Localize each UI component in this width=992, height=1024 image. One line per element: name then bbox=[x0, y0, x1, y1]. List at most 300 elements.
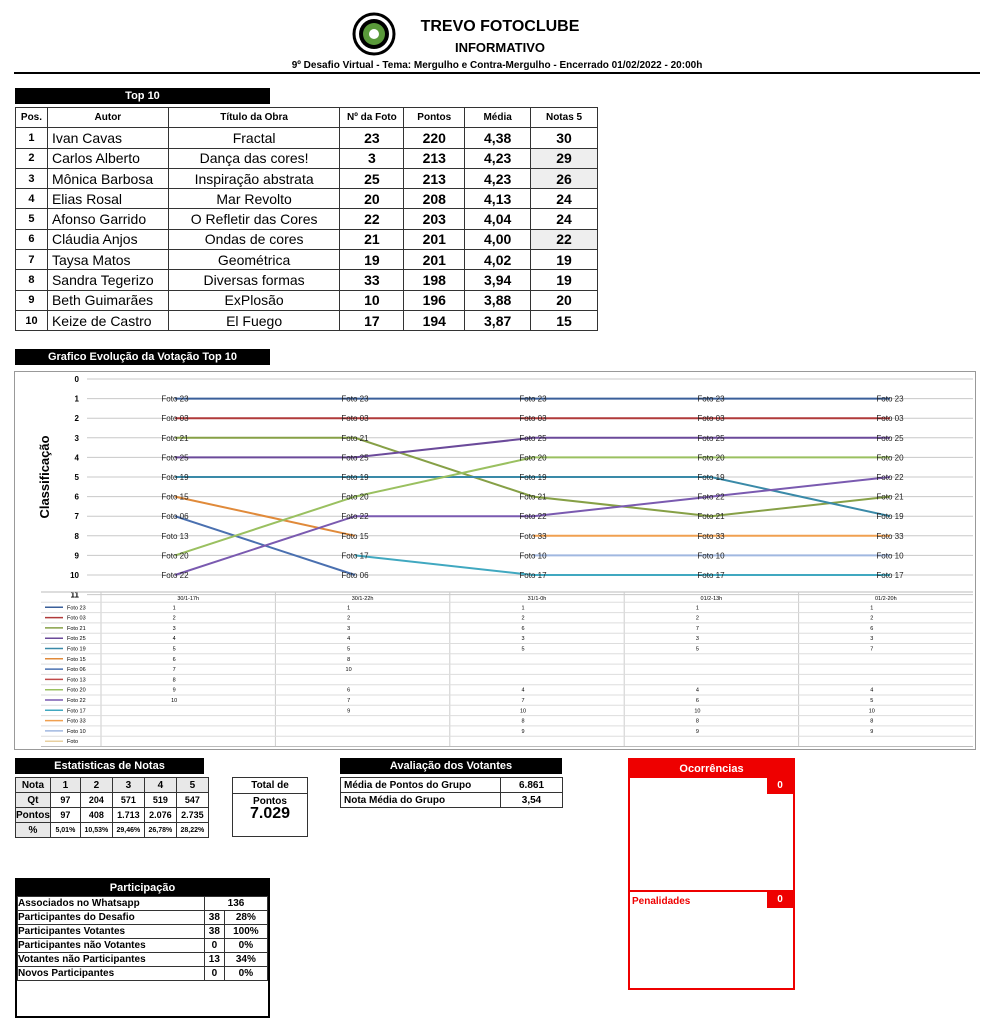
data-cell: 1 bbox=[172, 605, 176, 612]
legend-label: Foto 20 bbox=[67, 687, 86, 694]
point-label: Foto 20 bbox=[161, 551, 189, 561]
data-cell: 2 bbox=[870, 615, 874, 622]
pos-cell: 8 bbox=[16, 270, 48, 290]
data-cell: 2 bbox=[521, 615, 525, 622]
point-label: Foto 21 bbox=[697, 512, 725, 522]
x-tick-label: 01/2-20h bbox=[874, 596, 897, 602]
y-tick-label: 9 bbox=[74, 551, 79, 561]
photo-number-cell: 3 bbox=[340, 148, 404, 168]
point-label: Foto 22 bbox=[876, 473, 904, 482]
report-subtitle: INFORMATIVO bbox=[454, 40, 546, 55]
stats-cell: 28,22% bbox=[176, 823, 208, 838]
legend-label: Foto 17 bbox=[67, 708, 86, 715]
point-label: Foto 19 bbox=[161, 473, 189, 482]
x-tick-label: 30/1-17h bbox=[177, 596, 200, 602]
pos-cell: 7 bbox=[16, 250, 48, 270]
ranking-chart bbox=[14, 371, 976, 750]
data-cell: 1 bbox=[870, 605, 874, 612]
participation-count: 13 bbox=[205, 953, 225, 967]
x-tick-label: 30/1-22h bbox=[351, 596, 374, 602]
average-cell: 3,87 bbox=[465, 310, 531, 330]
stats-cell: 2.735 bbox=[176, 808, 208, 823]
data-cell: 6 bbox=[347, 687, 351, 694]
point-label: Foto 23 bbox=[876, 394, 904, 404]
average-cell: 4,02 bbox=[465, 250, 531, 270]
point-label: Foto 23 bbox=[519, 394, 547, 404]
point-label: Foto 23 bbox=[161, 394, 189, 404]
points-cell: 201 bbox=[404, 229, 465, 249]
photo-number-cell: 20 bbox=[340, 189, 404, 209]
y-tick-label: 7 bbox=[74, 512, 79, 522]
fives-cell: 19 bbox=[531, 270, 598, 290]
data-cell: 9 bbox=[347, 708, 351, 715]
data-cell: 4 bbox=[172, 636, 176, 643]
legend-label: Foto 21 bbox=[67, 625, 86, 632]
fives-cell: 26 bbox=[531, 168, 598, 188]
stats-cell: 408 bbox=[80, 808, 112, 823]
legend-label: Foto 33 bbox=[67, 718, 86, 725]
point-label: Foto 25 bbox=[519, 433, 547, 443]
photo-number-cell: 21 bbox=[340, 229, 404, 249]
photo-number-cell: 17 bbox=[340, 310, 404, 330]
fives-cell: 15 bbox=[531, 310, 598, 330]
stats-row-label: % bbox=[16, 823, 51, 838]
data-cell: 8 bbox=[347, 656, 351, 663]
participation-count: 0 bbox=[205, 967, 225, 981]
pos-cell: 5 bbox=[16, 209, 48, 229]
points-cell: 194 bbox=[404, 310, 465, 330]
points-cell: 201 bbox=[404, 250, 465, 270]
stats-cell: 97 bbox=[50, 793, 80, 808]
point-label: Foto 22 bbox=[697, 492, 725, 502]
data-cell: 7 bbox=[870, 646, 874, 653]
points-cell: 213 bbox=[404, 168, 465, 188]
data-cell: 6 bbox=[521, 625, 525, 632]
x-tick-label: 01/2-13h bbox=[700, 596, 723, 602]
point-label: Foto 21 bbox=[341, 433, 369, 443]
point-label: Foto 15 bbox=[341, 531, 369, 541]
data-cell: 3 bbox=[521, 636, 525, 643]
participation-label: Novos Participantes bbox=[18, 967, 205, 981]
data-cell: 2 bbox=[347, 615, 351, 622]
votantes-row bbox=[341, 778, 563, 793]
fives-cell: 22 bbox=[531, 229, 598, 249]
pos-cell: 3 bbox=[16, 168, 48, 188]
work-title-cell: Geométrica bbox=[168, 250, 340, 270]
participation-row bbox=[18, 967, 268, 981]
point-label: Foto 21 bbox=[519, 492, 547, 502]
data-cell: 4 bbox=[695, 687, 699, 694]
stats-h5: 5 bbox=[176, 778, 208, 793]
point-label: Foto 17 bbox=[697, 571, 725, 580]
stats-h4: 4 bbox=[144, 778, 176, 793]
average-cell: 4,00 bbox=[465, 229, 531, 249]
col-autor: Autor bbox=[47, 108, 168, 128]
work-title-cell: Fractal bbox=[168, 128, 340, 148]
x-tick-label: 31/1-0h bbox=[527, 596, 547, 602]
participation-label: Participantes não Votantes bbox=[18, 939, 205, 953]
point-label: Foto 25 bbox=[876, 433, 904, 443]
point-label: Foto 21 bbox=[161, 433, 189, 443]
col-pontos: Pontos bbox=[404, 108, 465, 128]
stats-cell: 97 bbox=[50, 808, 80, 823]
pos-cell: 9 bbox=[16, 290, 48, 310]
point-label: Foto 33 bbox=[519, 531, 547, 541]
work-title-cell: Inspiração abstrata bbox=[168, 168, 340, 188]
author-cell: Mônica Barbosa bbox=[47, 168, 168, 188]
participation-percent: 100% bbox=[224, 925, 267, 939]
author-cell: Elias Rosal bbox=[47, 189, 168, 209]
top10-row bbox=[16, 290, 598, 310]
club-title: TREVO FOTOCLUBE bbox=[420, 18, 580, 35]
photo-number-cell: 23 bbox=[340, 128, 404, 148]
point-label: Foto 22 bbox=[519, 512, 547, 522]
top10-row bbox=[16, 229, 598, 249]
legend-label: Foto 15 bbox=[67, 656, 86, 663]
votantes-title: Avaliação dos Votantes bbox=[340, 758, 562, 774]
points-cell: 208 bbox=[404, 189, 465, 209]
data-cell: 9 bbox=[870, 728, 874, 735]
stats-h1: 1 bbox=[50, 778, 80, 793]
stats-cell: 1.713 bbox=[112, 808, 144, 823]
fives-cell: 24 bbox=[531, 189, 598, 209]
legend-label: Foto 22 bbox=[67, 698, 86, 704]
stats-row-label: Pontos bbox=[16, 809, 50, 821]
author-cell: Beth Guimarães bbox=[47, 290, 168, 310]
participation-percent: 34% bbox=[224, 953, 267, 967]
stats-h2: 2 bbox=[80, 778, 112, 793]
data-cell: 1 bbox=[695, 605, 699, 612]
top10-table bbox=[15, 107, 598, 331]
stats-cell: 10,53% bbox=[80, 823, 112, 838]
average-cell: 4,38 bbox=[465, 128, 531, 148]
legend-label: Foto bbox=[67, 739, 79, 746]
data-cell: 4 bbox=[870, 687, 874, 694]
stats-row-label: Qt bbox=[16, 793, 51, 808]
total-points-label: Total de Pontos bbox=[233, 778, 307, 794]
penalties-count: 0 bbox=[767, 892, 793, 908]
data-cell: 4 bbox=[347, 636, 351, 643]
ranking-chart-svg bbox=[15, 372, 975, 749]
total-points-box bbox=[232, 777, 308, 837]
votantes-value: 6.861 bbox=[501, 778, 563, 793]
photo-number-cell: 19 bbox=[340, 250, 404, 270]
point-label: Foto 22 bbox=[161, 571, 189, 580]
point-label: Foto 23 bbox=[341, 394, 369, 404]
data-cell: 3 bbox=[870, 636, 874, 643]
legend-label: Foto 03 bbox=[67, 615, 86, 622]
participation-count: 0 bbox=[205, 939, 225, 953]
data-cell: 5 bbox=[347, 646, 351, 653]
work-title-cell: ExPlosão bbox=[168, 290, 340, 310]
point-label: Foto 06 bbox=[341, 571, 369, 580]
point-label: Foto 06 bbox=[161, 512, 189, 522]
work-title-cell: Ondas de cores bbox=[168, 229, 340, 249]
top10-row bbox=[16, 270, 598, 290]
votantes-value: 3,54 bbox=[501, 793, 563, 808]
top10-row bbox=[16, 148, 598, 168]
stats-h0: Nota bbox=[16, 778, 51, 793]
pos-cell: 10 bbox=[16, 310, 48, 330]
stats-cell: 204 bbox=[80, 793, 112, 808]
work-title-cell: O Refletir das Cores bbox=[168, 209, 340, 229]
point-label: Foto 10 bbox=[697, 551, 725, 561]
point-label: Foto 10 bbox=[519, 551, 547, 561]
data-cell: 5 bbox=[695, 646, 699, 653]
data-cell: 6 bbox=[870, 625, 874, 632]
point-label: Foto 20 bbox=[697, 453, 725, 463]
y-tick-label: 1 bbox=[74, 394, 79, 404]
occurrences-count: 0 bbox=[767, 778, 793, 794]
votantes-label: Nota Média do Grupo bbox=[341, 793, 501, 808]
occurrences-panel bbox=[628, 758, 795, 990]
participation-table bbox=[17, 896, 268, 981]
data-cell: 3 bbox=[172, 625, 176, 632]
points-cell: 196 bbox=[404, 290, 465, 310]
y-tick-label: 4 bbox=[74, 453, 79, 463]
stats-h3: 3 bbox=[112, 778, 144, 793]
data-cell: 3 bbox=[695, 636, 699, 643]
data-cell: 1 bbox=[347, 605, 351, 612]
fives-cell: 29 bbox=[531, 148, 598, 168]
point-label: Foto 03 bbox=[697, 414, 725, 424]
points-cell: 220 bbox=[404, 128, 465, 148]
point-label: Foto 21 bbox=[876, 492, 904, 502]
participation-row bbox=[18, 939, 268, 953]
participation-percent: 28% bbox=[224, 911, 267, 925]
points-cell: 198 bbox=[404, 270, 465, 290]
participation-row bbox=[18, 925, 268, 939]
stats-row bbox=[16, 793, 209, 808]
total-points-value: 7.029 bbox=[249, 805, 291, 822]
data-cell: 7 bbox=[172, 667, 176, 674]
author-cell: Cláudia Anjos bbox=[47, 229, 168, 249]
top10-header-row bbox=[16, 108, 598, 128]
photo-number-cell: 22 bbox=[340, 209, 404, 229]
y-tick-label: 6 bbox=[74, 492, 79, 502]
stats-cell: 26,78% bbox=[144, 823, 176, 838]
data-cell: 5 bbox=[870, 698, 874, 704]
point-label: Foto 03 bbox=[341, 414, 369, 424]
data-cell: 8 bbox=[870, 718, 874, 725]
participation-row bbox=[18, 911, 268, 925]
average-cell: 4,13 bbox=[465, 189, 531, 209]
photo-number-cell: 25 bbox=[340, 168, 404, 188]
data-cell: 8 bbox=[172, 677, 176, 684]
col-foto: Nº da Foto bbox=[340, 108, 404, 128]
points-cell: 203 bbox=[404, 209, 465, 229]
point-label: Foto 20 bbox=[519, 453, 547, 463]
data-cell: 9 bbox=[521, 728, 525, 735]
point-label: Foto 19 bbox=[876, 512, 904, 522]
author-cell: Sandra Tegerizo bbox=[47, 270, 168, 290]
point-label: Foto 33 bbox=[876, 531, 904, 541]
stats-header-row bbox=[16, 778, 209, 793]
chart-section-title: Grafico Evolução da Votação Top 10 bbox=[15, 349, 270, 365]
data-cell: 10 bbox=[171, 698, 178, 704]
data-cell: 7 bbox=[521, 698, 525, 704]
data-cell: 10 bbox=[694, 708, 701, 715]
data-cell: 6 bbox=[172, 656, 176, 663]
participation-label: Participantes do Desafio bbox=[18, 911, 205, 925]
author-cell: Ivan Cavas bbox=[47, 128, 168, 148]
average-cell: 4,04 bbox=[465, 209, 531, 229]
top10-row bbox=[16, 128, 598, 148]
stats-cell: 571 bbox=[112, 793, 144, 808]
point-label: Foto 25 bbox=[697, 433, 725, 443]
point-label: Foto 17 bbox=[519, 571, 547, 580]
point-label: Foto 13 bbox=[161, 531, 189, 541]
participation-row bbox=[18, 897, 268, 911]
stats-cell: 2.076 bbox=[144, 808, 176, 823]
work-title-cell: Mar Revolto bbox=[168, 189, 340, 209]
data-cell: 10 bbox=[345, 667, 352, 674]
data-cell: 4 bbox=[521, 687, 525, 694]
data-cell: 1 bbox=[521, 605, 525, 612]
participation-count: 38 bbox=[205, 925, 225, 939]
stats-row bbox=[16, 808, 209, 823]
work-title-cell: Diversas formas bbox=[168, 270, 340, 290]
legend-label: Foto 13 bbox=[67, 677, 86, 684]
col-notas5: Notas 5 bbox=[531, 108, 598, 128]
y-axis-label: Classificação bbox=[37, 435, 52, 519]
col-media: Média bbox=[465, 108, 531, 128]
data-cell: 7 bbox=[347, 698, 351, 704]
participation-label: Votantes não Participantes bbox=[18, 953, 205, 967]
data-cell: 8 bbox=[521, 718, 525, 725]
participation-row bbox=[18, 953, 268, 967]
average-cell: 4,23 bbox=[465, 148, 531, 168]
participation-title: Participação bbox=[17, 880, 268, 896]
top10-row bbox=[16, 209, 598, 229]
legend-label: Foto 23 bbox=[67, 605, 86, 612]
data-cell: 2 bbox=[172, 615, 176, 622]
point-label: Foto 03 bbox=[876, 414, 904, 424]
data-cell: 7 bbox=[695, 625, 699, 632]
participation-label: Participantes Votantes bbox=[18, 925, 205, 939]
participation-percent: 0% bbox=[224, 967, 267, 981]
data-cell: 10 bbox=[868, 708, 875, 715]
participation-count: 38 bbox=[205, 911, 225, 925]
average-cell: 4,23 bbox=[465, 168, 531, 188]
fives-cell: 30 bbox=[531, 128, 598, 148]
author-cell: Keize de Castro bbox=[47, 310, 168, 330]
legend-label: Foto 25 bbox=[67, 636, 86, 643]
votantes-table bbox=[340, 777, 563, 808]
y-tick-label: 3 bbox=[74, 433, 79, 443]
work-title-cell: Dança das cores! bbox=[168, 148, 340, 168]
pos-cell: 2 bbox=[16, 148, 48, 168]
participation-percent: 0% bbox=[224, 939, 267, 953]
data-cell: 5 bbox=[172, 646, 176, 653]
fives-cell: 20 bbox=[531, 290, 598, 310]
fives-cell: 19 bbox=[531, 250, 598, 270]
stats-cell: 547 bbox=[176, 793, 208, 808]
pos-cell: 1 bbox=[16, 128, 48, 148]
data-cell: 3 bbox=[347, 625, 351, 632]
y-tick-label: 11 bbox=[70, 590, 79, 600]
y-tick-label: 8 bbox=[74, 531, 79, 541]
point-label: Foto 19 bbox=[697, 473, 725, 482]
data-cell: 6 bbox=[695, 698, 699, 704]
point-label: Foto 10 bbox=[876, 551, 904, 561]
penalties-label: Penalidades bbox=[632, 896, 691, 907]
stats-cell: 5,01% bbox=[50, 823, 80, 838]
point-label: Foto 03 bbox=[519, 414, 547, 424]
author-cell: Carlos Alberto bbox=[47, 148, 168, 168]
average-cell: 3,88 bbox=[465, 290, 531, 310]
point-label: Foto 17 bbox=[876, 571, 904, 580]
photo-number-cell: 10 bbox=[340, 290, 404, 310]
point-label: Foto 20 bbox=[341, 492, 369, 502]
point-label: Foto 19 bbox=[519, 473, 547, 482]
series-line bbox=[355, 555, 890, 575]
col-pos: Pos. bbox=[16, 108, 48, 128]
legend-label: Foto 19 bbox=[67, 646, 86, 653]
data-cell: 2 bbox=[695, 615, 699, 622]
votantes-label: Média de Pontos do Grupo bbox=[341, 778, 501, 793]
author-cell: Afonso Garrido bbox=[47, 209, 168, 229]
legend-label: Foto 06 bbox=[67, 667, 86, 674]
fives-cell: 24 bbox=[531, 209, 598, 229]
point-label: Foto 19 bbox=[341, 473, 369, 482]
top10-row bbox=[16, 189, 598, 209]
points-cell: 213 bbox=[404, 148, 465, 168]
author-cell: Taysa Matos bbox=[47, 250, 168, 270]
work-title-cell: El Fuego bbox=[168, 310, 340, 330]
top10-row bbox=[16, 168, 598, 188]
top10-title: Top 10 bbox=[15, 88, 270, 104]
col-titulo: Título da Obra bbox=[168, 108, 340, 128]
stats-row bbox=[16, 823, 209, 838]
participation-count: 136 bbox=[205, 897, 268, 911]
stats-cell: 29,46% bbox=[112, 823, 144, 838]
stats-title: Estatisticas de Notas bbox=[15, 758, 204, 774]
point-label: Foto 33 bbox=[697, 531, 725, 541]
data-cell: 9 bbox=[695, 728, 699, 735]
data-cell: 8 bbox=[695, 718, 699, 725]
point-label: Foto 20 bbox=[876, 453, 904, 463]
data-cell: 10 bbox=[519, 708, 527, 715]
pos-cell: 6 bbox=[16, 229, 48, 249]
average-cell: 3,94 bbox=[465, 270, 531, 290]
data-cell: 9 bbox=[172, 687, 176, 694]
y-tick-label: 5 bbox=[74, 473, 79, 482]
header-divider bbox=[14, 72, 980, 74]
point-label: Foto 15 bbox=[161, 492, 189, 502]
stats-cell: 519 bbox=[144, 793, 176, 808]
point-label: Foto 25 bbox=[341, 453, 369, 463]
photo-number-cell: 33 bbox=[340, 270, 404, 290]
participation-panel bbox=[15, 878, 270, 1018]
participation-label: Associados no Whatsapp bbox=[18, 897, 205, 911]
legend-label: Foto 10 bbox=[67, 728, 86, 735]
top10-row bbox=[16, 250, 598, 270]
occurrences-title: Ocorrências bbox=[630, 760, 793, 778]
top10-row bbox=[16, 310, 598, 330]
y-tick-label: 10 bbox=[70, 571, 79, 580]
point-label: Foto 03 bbox=[161, 414, 189, 424]
point-label: Foto 25 bbox=[161, 453, 189, 463]
stats-table bbox=[15, 777, 209, 838]
point-label: Foto 23 bbox=[697, 394, 725, 404]
y-tick-label: 0 bbox=[74, 375, 79, 384]
y-tick-label: 2 bbox=[74, 414, 79, 424]
point-label: Foto 17 bbox=[341, 551, 369, 561]
data-cell: 5 bbox=[521, 646, 525, 653]
votantes-row bbox=[341, 793, 563, 808]
point-label: Foto 22 bbox=[341, 512, 369, 522]
